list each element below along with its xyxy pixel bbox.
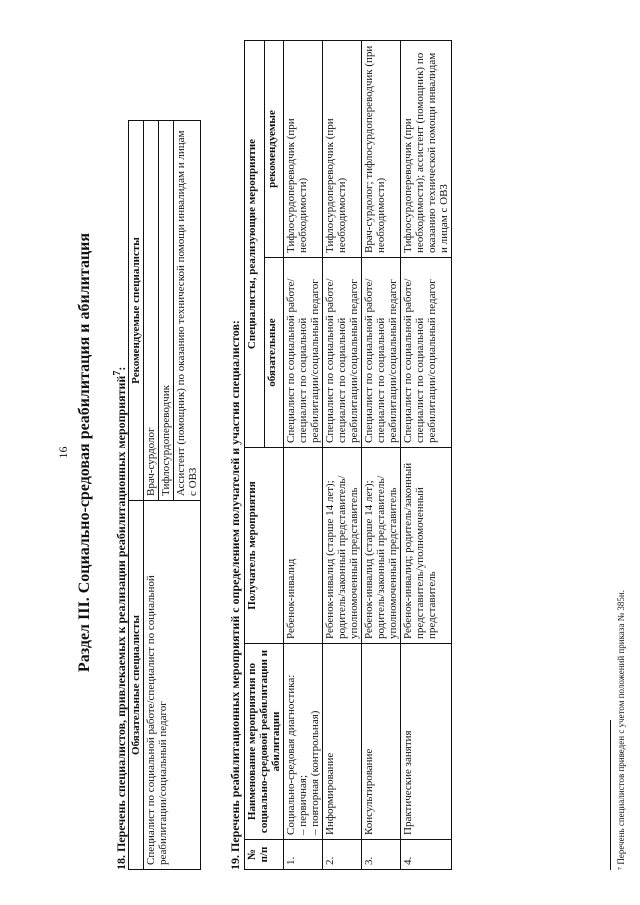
col-required-header: Обязательные специалисты [129,501,144,870]
row-required: Специалист по социальной работе/специалист по социальной реабилитации/социальный педагог [323,258,362,448]
section-18-heading-text: 18. Перечень специалистов, привлекаемых к реализации реабилитационных мероприятий [114,375,128,870]
header-required: обязательные [264,258,284,448]
row-recommended: Тифлосурдопереводчик (при необходимости); ассистент (помощник) по оказанию технической помощи инвалидам и лицам с ОВЗ [401,41,452,258]
recommended-specialist: Врач-сурдолог [144,121,159,501]
table-header-row [129,121,144,870]
header-name: Наименование мероприятия по социально-средовой реабилитации и абилитации [245,644,284,840]
measures-table [244,40,452,870]
row-required: Специалист по социальной работе/специалист по социальной реабилитации/социальный педагог [362,258,401,448]
table-row [284,41,323,870]
row-name-text: Социально-средовая диагностика: [285,674,297,835]
row-num: 1. [284,840,323,870]
row-name: Информирование [323,644,362,840]
row-recommended: Тифлосурдопереводчик (при необходимости) [284,41,323,258]
section-title: Раздел III. Социально-средовая реабилитация и абилитация [76,232,93,673]
table-row [323,41,362,870]
row-name: Консультирование [362,644,401,840]
row-recommended: Тифлосурдопереводчик (при необходимости) [323,41,362,258]
heading-colon: : [114,366,128,371]
header-num: № п/п [245,840,284,870]
row-required: Специалист по социальной работе/специалист по социальной реабилитации/социальный педагог [401,258,452,448]
footnote-marker: 7 [112,370,123,376]
row-name [284,644,323,840]
row-recipient: Ребенок-инвалид (старше 14 лет); родитель/законный представитель/уполномоченный представитель [362,448,401,644]
header-recipient: Получатель мероприятия [245,448,284,644]
page-number: 16 [56,446,70,459]
row-recipient: Ребенок-инвалид; родитель/законный представитель/уполномоченный представитель [401,448,452,644]
header-recommended: рекомендуемые [264,41,284,258]
row-name: Практические занятия [401,644,452,840]
row-num: 2. [323,840,362,870]
recommended-specialist: Тифлосурдопереводчик [159,121,174,501]
recommended-specialist: Ассистент (помощник) по оказанию технической помощи инвалидам и лицам с ОВЗ [174,121,201,501]
header-specialists: Специалисты, реализующие мероприятие [245,41,265,448]
table-header-row [245,41,265,870]
row-num: 3. [362,840,401,870]
col-recommended-header: Рекомендуемые специалисты [129,121,144,501]
table-row [144,121,159,870]
table-row [401,41,452,870]
row-num: 4. [401,840,452,870]
specialists-table [128,120,201,870]
footnote-divider [610,720,611,870]
table-row [362,41,401,870]
row-name-sub: – повторная (контрольная) [309,710,321,835]
row-name-sub: – первичная; [297,774,309,835]
section-19-heading: 19. Перечень реабилитационных мероприятий с определением получателей и участия специалистов: [228,320,242,870]
row-required: Специалист по социальной работе/специалист по социальной реабилитации/социальный педагог [284,258,323,448]
row-recipient: Ребенок-инвалид [284,448,323,644]
section-18-heading [112,367,129,870]
row-recommended: Врач-сурдолог; тифлосурдопереводчик (при необходимости) [362,41,401,258]
footnote: ⁷ Перечень специалистов приведен с учетом положений приказа № 385н. [616,590,626,870]
row-recipient: Ребенок-инвалид (старше 14 лет); родитель/законный представитель/уполномоченный представитель [323,448,362,644]
required-specialists: Специалист по социальной работе/специалист по социальной реабилитации/социальный педагог [144,501,201,870]
